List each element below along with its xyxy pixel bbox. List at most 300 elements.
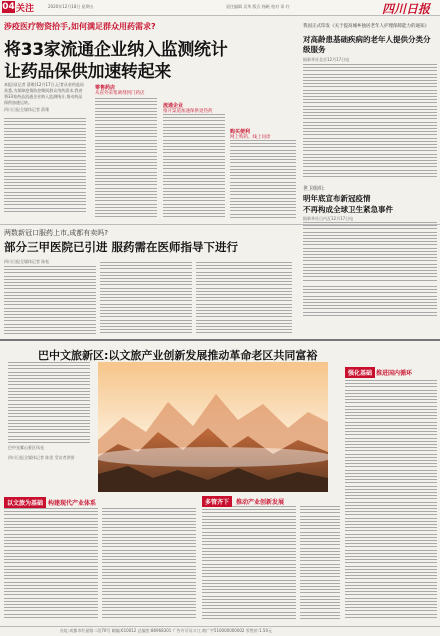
text-line [300,554,340,555]
text-line [196,265,292,266]
text-line [100,300,192,301]
text-line [95,136,157,137]
text-line [345,489,437,490]
text-line [303,138,437,139]
text-line [4,518,98,519]
text-line [8,416,90,417]
text-line [230,185,296,186]
text-line [4,179,86,180]
text-line [303,122,437,123]
text-line [345,566,437,567]
text-line [95,165,157,166]
text-line [95,117,157,118]
text-line [95,114,157,115]
text-line [303,232,437,233]
text-line [303,176,437,177]
text-line [303,289,437,290]
text-line [300,560,340,561]
story3-headline: 巴中文旅新区:以文旅产业创新发展推动革命老区共同富裕 [38,349,318,362]
text-line [345,559,437,560]
story1-subhead-2: 流通企业 [163,103,184,109]
text-line [100,310,192,311]
mountain-photo [98,362,328,492]
text-line [303,160,437,161]
text-line [102,546,196,547]
text-line [163,191,225,192]
story3-byline: 四川日报全媒体记者 陈雷 受访者供图 [8,455,75,460]
text-line [4,594,98,595]
text-line [345,553,437,554]
text-line [303,154,437,155]
text-line [230,204,296,205]
text-line [4,169,86,170]
text-line [102,543,196,544]
text-line [202,535,296,536]
text-line [163,210,225,211]
text-line [345,527,437,528]
text-line [163,165,225,166]
text-line [102,562,196,563]
text-line [345,418,437,419]
text-line [202,564,296,565]
side1-kicker: 我国正式印发《关于提高城乡独居老年人护理保障能力的通知》 [303,24,429,29]
text-line [303,267,437,268]
text-line [95,200,157,201]
text-line [95,111,157,112]
section1-title: 构建现代产业体系 [48,500,97,507]
section3-title: 推进国内循环 [376,370,413,377]
text-line [102,604,196,605]
text-line [100,262,192,263]
text-line [102,598,196,599]
text-line [102,601,196,602]
text-line [4,150,86,151]
text-line [345,540,437,541]
story1-lede: 本报讯(记者 薛维)12月17日,记者从省药监局获悉,为保障疫情防控期间群众用药需求,我省将33家药品流通企业纳入监测统计,推动药品保供加速运转。 [4,82,84,105]
text-line [300,583,340,584]
text-line [4,272,96,273]
text-line [196,275,292,276]
text-line [230,191,296,192]
text-line [196,291,292,292]
text-line [4,166,86,167]
text-line [4,276,96,277]
text-line [95,213,157,214]
text-line [345,585,437,586]
text-line [4,140,86,141]
text-line [4,185,86,186]
text-line [345,402,437,403]
text-line [345,450,437,451]
text-line [95,188,157,189]
text-line [8,378,90,379]
text-line [95,156,157,157]
text-line [345,534,437,535]
text-line [303,235,437,236]
story2-kicker: 两数新冠口服药上市,成都有卖吗? [4,229,108,237]
text-line [303,228,437,229]
text-line [345,498,437,499]
text-line [196,316,292,317]
text-line [4,118,86,119]
text-line [300,519,340,520]
text-line [303,315,437,316]
text-line [102,585,196,586]
page-header [0,0,440,16]
text-line [230,217,296,218]
text-line [196,310,292,311]
text-line [4,201,86,202]
text-line [4,508,98,509]
text-line [202,573,296,574]
text-line [230,156,296,157]
text-line [4,317,96,318]
text-line [4,543,98,544]
text-line [4,163,86,164]
text-line [230,146,296,147]
text-line [345,457,437,458]
text-line [303,308,437,309]
text-line [95,172,157,173]
text-line [303,86,437,87]
text-line [303,238,437,239]
text-line [8,397,90,398]
text-line [345,479,437,480]
text-line [4,514,98,515]
text-line [102,553,196,554]
text-line [95,127,157,128]
text-line [4,617,98,618]
text-line [196,281,292,282]
text-line [202,509,296,510]
text-line [100,272,192,273]
text-line [95,101,157,102]
text-line [303,131,437,132]
text-line [163,204,225,205]
text-line [95,140,157,141]
text-line [8,426,90,427]
text-line [303,241,437,242]
text-line [4,121,86,122]
text-line [300,541,340,542]
text-line [4,156,86,157]
text-line [303,106,437,107]
text-line [230,194,296,195]
divider-footer [0,626,440,627]
text-line [102,521,196,522]
text-line [230,210,296,211]
text-line [300,602,340,603]
text-line [345,428,437,429]
text-line [345,521,437,522]
text-line [303,254,437,255]
text-line [196,313,292,314]
text-line [303,112,437,113]
text-line [300,608,340,609]
text-line [4,524,98,525]
text-line [102,610,196,611]
text-line [303,64,437,65]
side2-headline-1: 明年底宣布新冠疫情 [303,194,371,203]
photo-caption: 巴中光雾山景区风光 [8,445,44,450]
text-line [4,320,96,321]
text-line [4,511,98,512]
text-line [300,538,340,539]
text-line [95,191,157,192]
text-line [163,159,225,160]
text-line [196,326,292,327]
text-line [345,508,437,509]
text-line [4,540,98,541]
text-line [163,133,225,134]
text-line [95,146,157,147]
text-line [230,166,296,167]
text-line [202,551,296,552]
text-line [100,320,192,321]
text-line [100,275,192,276]
text-line [95,184,157,185]
text-line [4,324,96,325]
text-line [202,519,296,520]
text-line [303,260,437,261]
text-line [8,410,90,411]
text-line [4,153,86,154]
text-line [345,431,437,432]
text-line [95,120,157,121]
text-line [100,291,192,292]
text-line [4,211,86,212]
text-line [4,131,86,132]
text-line [4,578,98,579]
text-line [4,298,96,299]
text-line [202,602,296,603]
side1-headline: 对高龄患基础疾病的老年人提供分类分级服务 [303,35,431,54]
text-line [100,307,192,308]
text-line [300,605,340,606]
text-line [303,280,437,281]
text-line [163,127,225,128]
text-line [345,399,437,400]
text-line [4,550,98,551]
text-line [163,162,225,163]
paper-logo: 四川日报 [382,2,431,16]
story1-headline-2: 让药品保供加速转起来 [4,62,171,82]
text-line [102,582,196,583]
text-line [4,327,96,328]
story2-headline: 部分三甲医院已引进 服药需在医师指导下进行 [4,240,239,254]
text-line [163,172,225,173]
text-line [8,391,90,392]
text-line [303,166,437,167]
text-line [95,162,157,163]
text-line [230,201,296,202]
text-line [4,208,86,209]
text-line [230,159,296,160]
text-line [95,104,157,105]
text-line [4,582,98,583]
text-line [196,272,292,273]
section3-label: 强化基础 [345,367,375,378]
text-line [8,413,90,414]
text-line [303,163,437,164]
text-line [102,572,196,573]
text-line [345,409,437,410]
text-line [196,294,292,295]
text-line [95,159,157,160]
text-line [4,188,86,189]
text-line [4,614,98,615]
text-line [230,188,296,189]
text-line [202,538,296,539]
text-line [300,516,340,517]
text-line [202,512,296,513]
text-line [4,553,98,554]
text-line [303,115,437,116]
text-line [100,326,192,327]
text-line [163,178,225,179]
text-line [4,556,98,557]
text-line [163,213,225,214]
text-line [300,564,340,565]
text-line [303,67,437,68]
text-line [303,80,437,81]
text-line [102,566,196,567]
text-line [202,557,296,558]
text-line [102,569,196,570]
text-line [300,592,340,593]
text-line [100,329,192,330]
section2-title: 推动产业创新发展 [236,499,285,506]
text-line [4,530,98,531]
text-line [345,390,437,391]
text-line [202,532,296,533]
story1-subhead-3-text: 网上购药、线上问诊 [230,135,271,140]
text-line [196,297,292,298]
text-line [95,108,157,109]
text-line [345,610,437,611]
text-line [102,524,196,525]
text-line [303,299,437,300]
date-line: 2020年12月18日 星期五 [48,4,94,9]
text-line [95,149,157,150]
text-line [300,618,340,619]
text-line [4,147,86,148]
text-line [4,572,98,573]
text-line [303,286,437,287]
text-line [163,130,225,131]
text-line [345,588,437,589]
text-line [100,268,192,269]
text-line [102,527,196,528]
text-line [163,168,225,169]
text-line [95,124,157,125]
text-line [163,146,225,147]
text-line [4,604,98,605]
text-line [102,511,196,512]
text-line [4,301,96,302]
text-line [8,384,90,385]
text-line [4,308,96,309]
text-line [163,156,225,157]
text-line [95,207,157,208]
text-line [4,314,96,315]
text-line [303,222,437,223]
text-line [345,470,437,471]
text-line [8,372,90,373]
text-line [345,537,437,538]
page-number: 04 [2,2,15,12]
text-line [300,612,340,613]
text-line [8,423,90,424]
footer-line: 社址:成都市红星路二段70号 邮编:610012 总编室:86968301 广告许可证:川工商广字510000000002 零售价:1.50元 [60,628,272,633]
text-line [8,381,90,382]
text-line [345,406,437,407]
text-line [303,118,437,119]
text-line [4,546,98,547]
text-line [303,257,437,258]
text-line [300,506,340,507]
text-line [345,495,437,496]
text-line [303,147,437,148]
text-line [196,278,292,279]
text-line [95,175,157,176]
text-line [196,332,292,333]
text-line [230,172,296,173]
text-line [345,582,437,583]
text-line [202,612,296,613]
text-line [102,550,196,551]
text-line [102,617,196,618]
divider-top [0,224,440,225]
text-line [4,559,98,560]
text-line [345,598,437,599]
text-line [345,591,437,592]
text-line [100,323,192,324]
text-line [230,150,296,151]
text-line [102,534,196,535]
text-line [202,583,296,584]
text-line [202,570,296,571]
text-line [4,311,96,312]
text-line [4,282,96,283]
text-line [300,570,340,571]
text-line [4,601,98,602]
story1-subhead-1: 零售药店 [95,85,116,91]
text-line [202,599,296,600]
text-line [345,617,437,618]
text-line [4,160,86,161]
text-line [230,178,296,179]
text-line [345,511,437,512]
text-line [202,525,296,526]
text-line [345,438,437,439]
text-line [163,114,225,115]
text-line [303,90,437,91]
text-line [100,284,192,285]
text-line [100,316,192,317]
story1-kicker: 涉疫医疗物资拾手,如何满足群众用药需求? [4,22,156,31]
text-line [95,210,157,211]
text-line [303,150,437,151]
text-line [303,141,437,142]
text-line [300,522,340,523]
text-line [102,556,196,557]
side1-lede: 据新华社北京12月17日电 [303,57,350,62]
text-line [163,140,225,141]
text-line [8,432,90,433]
text-line [345,492,437,493]
divider-mid [0,339,440,341]
